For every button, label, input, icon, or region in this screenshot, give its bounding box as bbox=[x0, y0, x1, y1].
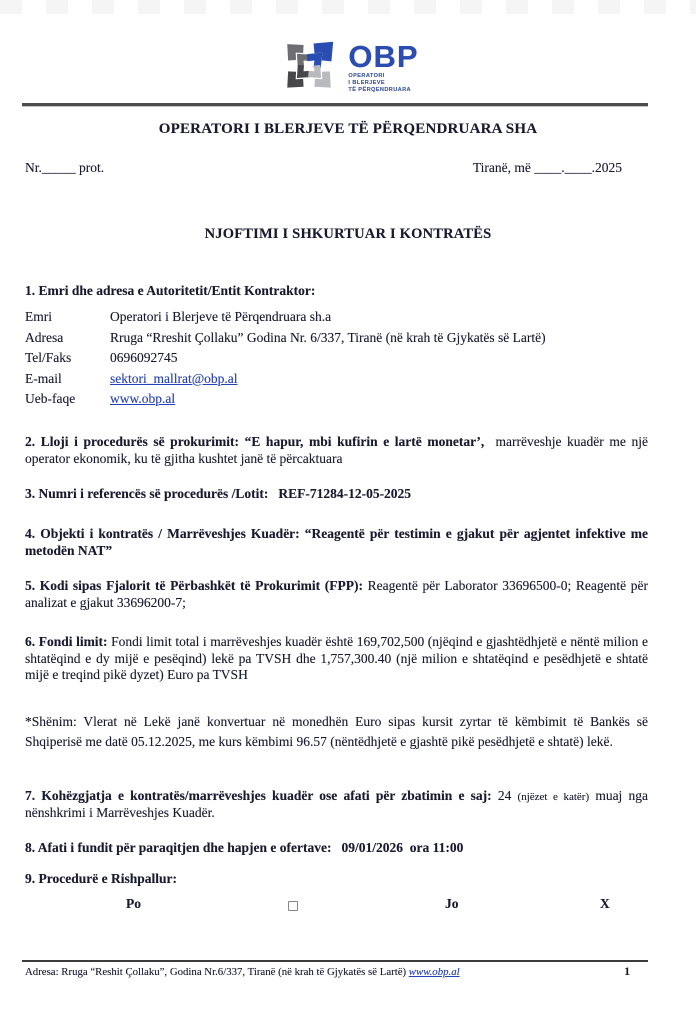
scan-artifact bbox=[0, 0, 696, 14]
footer-divider bbox=[22, 960, 648, 962]
contact-label: Adresa bbox=[25, 329, 64, 345]
section-8 bbox=[25, 840, 648, 857]
protocol-row bbox=[25, 160, 622, 176]
footer-address bbox=[25, 966, 460, 978]
contact-label: E-mail bbox=[25, 370, 62, 386]
section-5 bbox=[25, 578, 652, 611]
contact-label: Ueb-faqe bbox=[25, 391, 76, 407]
cpv-codes: Reagentë për Laborator 33696500-0; Reagentë për analizat e gjakut 33696200-7; bbox=[25, 578, 652, 610]
contact-label: Emri bbox=[25, 309, 52, 324]
obp-logo bbox=[0, 34, 696, 101]
contract-object: “Reagentë për testimin e gjakut për agjentet infektive me metodën NAT” bbox=[25, 526, 652, 558]
contact-row-webpage bbox=[25, 389, 648, 410]
contact-value: Operatori i Blerjeve të Përqendruara sh.a bbox=[110, 309, 332, 324]
section-7 bbox=[25, 788, 652, 821]
duration-rest: muaj nga nënshkrimi i Marrëveshjes Kuadër. bbox=[25, 788, 652, 820]
section-2-quote: “E hapur, mbi kufirin e lartë monetar’, bbox=[238, 434, 485, 449]
section-3 bbox=[25, 486, 648, 503]
contact-table bbox=[25, 307, 648, 410]
section-2-label: 2. Lloji i procedurës së prokurimit: bbox=[25, 434, 239, 449]
page-footer bbox=[25, 966, 648, 978]
contact-row-adresa bbox=[25, 328, 648, 349]
footer-address-text: Adresa: Rruga “Reshit Çollaku”, Godina Nr.6/337, Tiranë (në krah të Gjykatës së Lartë) bbox=[25, 966, 409, 978]
section-4 bbox=[25, 526, 652, 559]
section-1-heading: 1. Emri dhe adresa e Autoritetit/Entit Kontraktor: bbox=[25, 283, 316, 298]
logo-abbr: OBP bbox=[348, 39, 419, 75]
no-selected-mark: X bbox=[600, 896, 610, 911]
section-2-text: marrëveshje kuadër me një operator ekonomik, ku të gjitha kushtet janë të përcaktuara bbox=[25, 434, 652, 466]
logo-subline-3: TË PËRQENDRUARA bbox=[348, 87, 411, 94]
reference-number: REF-71284-12-05-2025 bbox=[278, 486, 412, 501]
org-title: OPERATORI I BLERJEVE TË PËRQENDRUARA SHA bbox=[158, 121, 538, 137]
section-4-label: 4. Objekti i kontratës / Marrëveshjes Kuadër: bbox=[25, 526, 300, 541]
date-blank: Tiranë, më ____.____.2025 bbox=[472, 160, 622, 175]
header-divider bbox=[22, 103, 648, 106]
exchange-rate-note: *Shënim: Vlerat në Lekë janë konvertuar në monedhën Euro sipas kursit zyrtar të këmbimit të Bankës së Shqiperisë me datë 05.12.2025, me kurs këmbimi 96.57 (nëntëdhjetë e gjashtë pikë pesëdhjetë e shtatë) lekë. bbox=[25, 714, 648, 749]
duration-number: 24 bbox=[491, 788, 518, 803]
yes-checkbox[interactable] bbox=[288, 901, 298, 911]
page-number: 1 bbox=[624, 966, 630, 978]
section-2 bbox=[25, 434, 652, 467]
section-3-label: 3. Numri i referencës së procedurës /Lotit: bbox=[25, 486, 269, 501]
website-link[interactable]: www.obp.al bbox=[110, 391, 176, 407]
contact-row-emri bbox=[25, 307, 648, 328]
contact-row-email bbox=[25, 369, 648, 390]
email-link[interactable]: sektori_mallrat@obp.al bbox=[110, 370, 238, 386]
contact-value: Rruga “Rreshit Çollaku” Godina Nr. 6/337, Tiranë (në krah të Gjykatës së Lartë) bbox=[110, 329, 546, 345]
fund-limit-text: Fondi limit total i marrëveshjes kuadër është 169,702,500 (njëqind e gjashtëdhjetë e nëntë milion e shtatëqind e dy mijë e pesëqind) lekë pa TVSH dhe 1,757,300.40 (një milion e shtatëqind e pesëdhjetë e shtatë mijë e treqind pikë dyzet) Euro pa TVSH bbox=[25, 634, 652, 683]
section-6 bbox=[25, 634, 652, 684]
section-9-label: 9. Procedurë e Rishpallur: bbox=[25, 871, 177, 886]
doc-title: NJOFTIMI I SHKURTUAR I KONTRATËS bbox=[204, 226, 492, 242]
section-8-label: 8. Afati i fundit për paraqitjen dhe hapjen e ofertave: bbox=[25, 840, 332, 855]
contact-value: 0696092745 bbox=[110, 350, 178, 366]
republished-options-row bbox=[0, 896, 696, 922]
section-7-label: 7. Kohëzgjatja e kontratës/marrëveshjes kuadër ose afati për zbatimin e saj: bbox=[25, 788, 492, 803]
footer-website-link[interactable]: www.obp.al bbox=[408, 966, 460, 978]
option-no-label: Jo bbox=[445, 896, 459, 911]
obp-snowflake-icon bbox=[277, 34, 341, 101]
logo-subline-2: I BLERJEVE bbox=[348, 80, 386, 86]
section-6-label: 6. Fondi limit: bbox=[25, 634, 108, 649]
contact-label: Tel/Faks bbox=[25, 350, 72, 366]
protocol-number-blank: Nr._____ prot. bbox=[25, 160, 105, 175]
contact-row-telfaks bbox=[25, 348, 648, 369]
option-yes-label: Po bbox=[126, 896, 141, 911]
duration-words: (njëzet e katër) bbox=[517, 791, 590, 803]
logo-subline-1: OPERATORI bbox=[348, 72, 385, 79]
deadline-datetime: 09/01/2026 ora 11:00 bbox=[341, 840, 464, 855]
section-5-label: 5. Kodi sipas Fjalorit të Përbashkët të Prokurimit (FPP): bbox=[25, 578, 363, 593]
